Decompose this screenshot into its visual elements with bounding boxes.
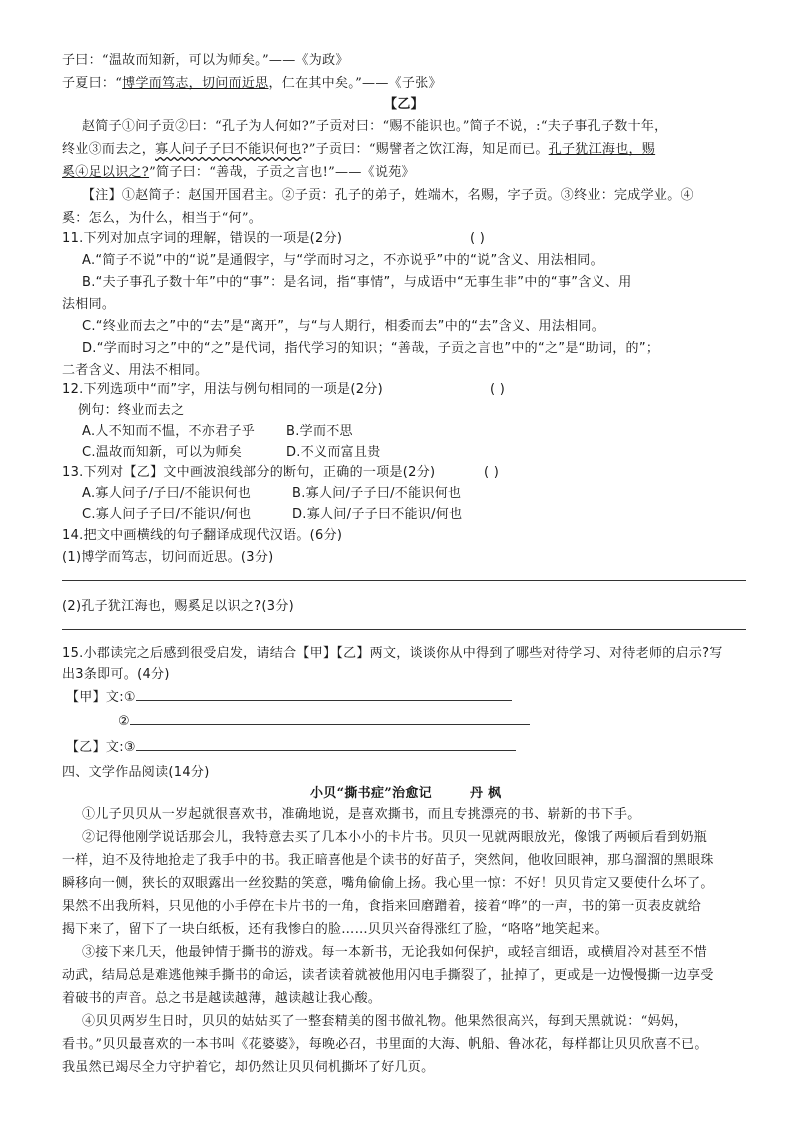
q15-stem: 15.小郡读完之后感到很受启发，请结合【甲】【乙】两文，谈谈你从中得到了哪些对待学习、对待老师的启示?写 bbox=[62, 646, 723, 661]
q11-option-a: A.“简子不说”中的“说”是通假字，与“学而时习之，不亦说乎”中的“说”含义、用法相同。 bbox=[82, 253, 604, 268]
q15-jia-label-2: ② bbox=[118, 714, 130, 729]
q13-option-d: D.寡人问/子子曰不能识/何也 bbox=[292, 507, 463, 522]
article-para-1: ①儿子贝贝从一岁起就很喜欢书，准确地说，是喜欢撕书，而且专挑漂亮的书、崭新的书下手。 bbox=[82, 807, 641, 822]
q14-sub-2: (2)孔子犹江海也，赐奚足以识之?(3分) bbox=[62, 599, 295, 614]
underlined-sentence-1: 博学而笃志，切问而近思 bbox=[122, 76, 269, 91]
article-para-3-line-1: ③接下来几天，他最钟情于撕书的游戏。每一本新书，无论我如何保护，或轻言细语，或横眉冷对甚至不惜 bbox=[82, 945, 708, 960]
q12-example: 例句：终业而去之 bbox=[78, 403, 185, 418]
q11-option-c: C.“终业而去之”中的“去”是“离开”，与“与人期行，相委而去”中的“去”含义、用法相同。 bbox=[82, 319, 606, 334]
article-para-2-line-4: 果然不出我所料，只见他的小手停在卡片书的一角，食指来回磨蹭着，接着“哗”的一声，书的第一页表皮就给 bbox=[62, 899, 701, 914]
underlined-sentence-2a: 孔子犹江海也，赐 bbox=[548, 142, 656, 157]
wavy-underlined-phrase: 寡人问子子曰不能识何也 bbox=[155, 142, 302, 157]
quote-weizheng: 子曰：“温故而知新，可以为师矣。”——《为政》 bbox=[62, 53, 349, 68]
article-para-4-line-2: 看书。”贝贝最喜欢的一本书叫《花婆婆》，每晚必召，书里面的大海、帆船、鲁冰花，每样都让贝贝欣喜不已。 bbox=[62, 1037, 708, 1052]
q11-stem: 11.下列对加点字词的理解，错误的一项是(2分) bbox=[62, 231, 343, 246]
q13-answer-paren[interactable]: ( ) bbox=[484, 465, 500, 480]
q15-yi-label: 【乙】文:③ bbox=[66, 740, 136, 755]
annotation-line-1: 【注】①赵简子：赵国开国君主。②子贡：孔子的弟子，姓端木，名赐，字子贡。③终业：完成学业。④ bbox=[82, 188, 694, 203]
article-para-2-line-1: ②记得他刚学说话那会儿，我特意去买了几本小小的卡片书。贝贝一见就两眼放光，像饿了两顿后看到奶瓶 bbox=[82, 830, 708, 845]
article-para-2-line-5: 揭下来了，留下了一块白纸板，还有我惨白的脸……贝贝兴奋得涨红了脸，“咯咯”地笑起来。 bbox=[62, 922, 608, 937]
q12-option-b: B.学而不思 bbox=[286, 424, 353, 439]
q15-jia-row-2 bbox=[118, 712, 530, 731]
q11-option-d-cont: 二者含义、用法不相同。 bbox=[62, 363, 209, 378]
article-author: 丹 枫 bbox=[470, 786, 502, 801]
article-para-2-line-3: 瞬移向一侧，狭长的双眼露出一丝狡黠的笑意，嘴角偷偷上扬。我心里一惊：不好！贝贝肯定又要使什么坏了。 bbox=[62, 876, 714, 891]
underlined-sentence-2b: 奚④足以识之? bbox=[62, 165, 150, 180]
quote-zizhang: 子夏曰：“博学而笃志，切问而近思，仁在其中矣。”——《子张》 bbox=[62, 76, 442, 91]
q15-yi-row bbox=[66, 738, 516, 757]
q12-option-a: A.人不知而不愠，不亦君子乎 bbox=[82, 424, 255, 439]
q12-stem: 12.下列选项中“而”字，用法与例句相同的一项是(2分) bbox=[62, 382, 383, 397]
section-4-heading: 四、文学作品阅读(14分) bbox=[62, 765, 210, 780]
q13-stem: 13.下列对【乙】文中画波浪线部分的断句，正确的一项是(2分) bbox=[62, 465, 436, 480]
article-para-4-line-1: ④贝贝两岁生日时，贝贝的姑姑买了一整套精美的图书做礼物。他果然很高兴，每到天黑就说：“妈妈， bbox=[82, 1014, 688, 1029]
q12-option-d: D.不义而富且贵 bbox=[286, 445, 381, 460]
passage-yi-line-3: 奚④足以识之?”简子曰：“善哉，子贡之言也!”——《说苑》 bbox=[62, 165, 415, 180]
q14-answer-line-1[interactable] bbox=[62, 580, 746, 581]
q11-option-b: B.“夫子事孔子数十年”中的“事”：是名词，指“事情”，与成语中“无事生非”中的“事”含义、用 bbox=[82, 275, 632, 290]
q13-option-c: C.寡人问子子曰/不能识/何也 bbox=[82, 507, 252, 522]
q14-sub-1: (1)博学而笃志，切问而近思。(3分) bbox=[62, 550, 274, 565]
q11-option-b-cont: 法相同。 bbox=[62, 297, 116, 312]
article-para-3-line-3: 着破书的声音。总之书是越读越薄，越读越让我心酸。 bbox=[62, 991, 382, 1006]
q15-answer-blank-2[interactable] bbox=[130, 712, 530, 725]
q15-jia-row-1 bbox=[66, 688, 512, 707]
q14-answer-line-2[interactable] bbox=[62, 629, 746, 630]
article-para-4-line-3: 我虽然已竭尽全力守护着它，却仍然让贝贝伺机撕坏了好几页。 bbox=[62, 1060, 435, 1075]
q15-answer-blank-1[interactable] bbox=[136, 688, 512, 701]
q15-answer-blank-3[interactable] bbox=[136, 738, 516, 751]
q15-stem-cont: 出3条即可。(4分) bbox=[62, 667, 170, 682]
q11-option-d: D.“学而时习之”中的“之”是代词，指代学习的知识；“善哉，子贡之言也”中的“之”是“助词，的”； bbox=[82, 341, 660, 356]
passage-yi-line-2: 终业③而去之，寡人问子子曰不能识何也?”子贡曰：“赐譬者之饮江海，知足而已。孔子犹江海也，赐 bbox=[62, 142, 656, 157]
q14-stem: 14.把文中画横线的句子翻译成现代汉语。(6分) bbox=[62, 528, 343, 543]
q13-option-a: A.寡人问子/子曰/不能识何也 bbox=[82, 486, 252, 501]
passage-yi-heading: 【乙】 bbox=[384, 97, 424, 112]
article-para-3-line-2: 动武，结局总是难逃他辣手撕书的命运，读者读着就被他用闪电手撕裂了，扯掉了，更或是一边慢慢撕一边享受 bbox=[62, 968, 714, 983]
passage-yi-line-1: 赵简子①问子贡②曰：“孔子为人何如?”子贡对曰：“赐不能识也。”简子不说，:“夫子事孔子数十年， bbox=[82, 119, 668, 134]
article-title: 小贝“撕书症”治愈记 bbox=[310, 786, 432, 801]
annotation-line-2: 奚：怎么，为什么，相当于“何”。 bbox=[62, 211, 263, 226]
q12-option-c: C.温故而知新，可以为师矣 bbox=[82, 445, 243, 460]
q15-jia-label: 【甲】文:① bbox=[66, 690, 136, 705]
article-para-2-line-2: 一样，迫不及待地抢走了我手中的书。我正暗喜他是个读书的好苗子，突然间，他收回眼神，那乌溜溜的黑眼珠 bbox=[62, 853, 714, 868]
q11-answer-paren[interactable]: ( ) bbox=[470, 231, 486, 246]
q13-option-b: B.寡人问/子子曰/不能识何也 bbox=[292, 486, 462, 501]
q12-answer-paren[interactable]: ( ) bbox=[490, 382, 506, 397]
